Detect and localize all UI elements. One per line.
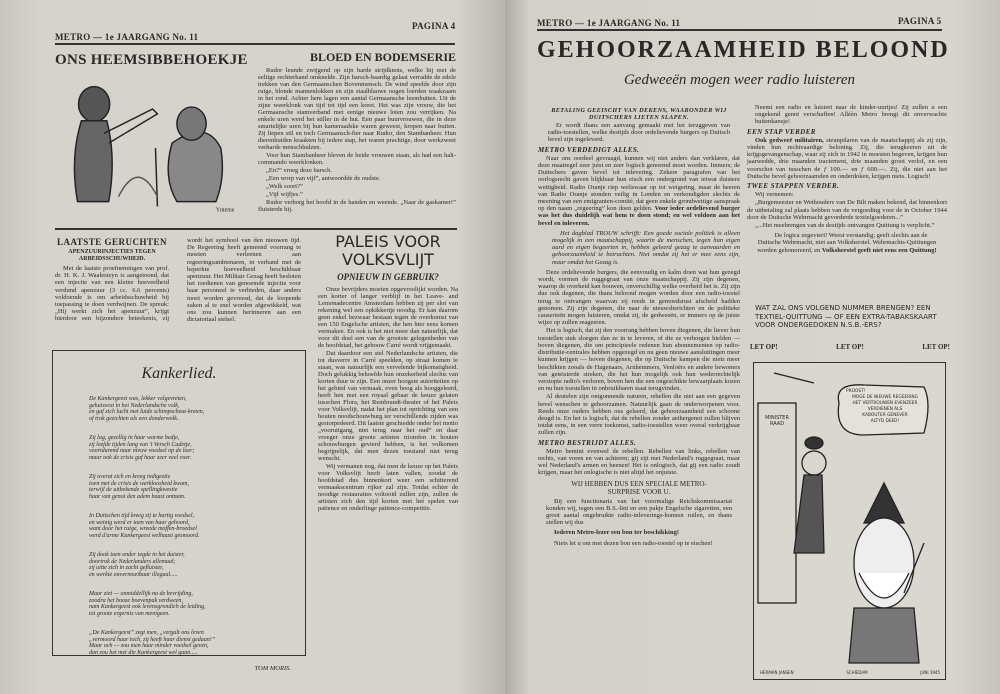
main-headline: GEHOORZAAMHEID BELOOND xyxy=(537,37,950,63)
page-number: PAGINA 4 xyxy=(412,21,456,31)
sub-headline: Gedweeën mogen weer radio luisteren xyxy=(623,72,856,88)
section-heading: BETALING GEEISCHT VAN DEKENS, WAARONDER WIJ DUITSCHERS LIETEN SLAPEN. xyxy=(551,107,727,121)
cartoon-date: JUNI 1945 xyxy=(920,670,940,675)
paragraph: Er wordt thans een aanvang gemaakt met het teruggeven van radio-toestellen, welke destijds door ordelievende burgers op Duitsch bevel zijn ingeleverd. xyxy=(548,122,730,144)
cartoon-credits xyxy=(760,670,940,675)
bloed-title: BLOED EN BODEMSERIE xyxy=(309,50,456,64)
paragraph: Naar ons oordeel gevraagd, kunnen wij niet anders dan verklaren, dat deze maatregel zeer juist en zeer logisch genoemd moet worden. Immers; de Duitschers gaven bevel tot inlevering. Zekere paragrafen van het oorlogsrecht gaven blijkbaar hun eisch een ondergrond van ietwat duistere wettigheid. Radio Oranje riep weliswaar op tot weigering, maar de heeren van Radio Oranje stonden veilig in Londen en verkondigden slechts de meening van een emigranten-comité, dat geen enkele grondwettige aanspraak op den naam „regeering” kon doen gelden. xyxy=(538,154,740,213)
paragraph: Deze ordelievende burgers, die eenvoudig en kalm doen wat hun gezegd wordt, vormen de ruggegraat van onze maatschappij. Zij zijn degenen, waarop de overheid kan bouwen, onverschillig welke overheid het is. Zij zijn dus ook degenen, die thans beloond mogen worden door een radio-toestel terug te ontvangen waarvan zij reeds in gemoedsrust afscheid hadden genomen. Zij zijn degenen, die naar de nieuwsberichten en de politieke causerieën mogen luisteren, omdat zij, de gedweeën, er immers op de juiste wijze op zullen reageeren. xyxy=(538,268,740,327)
cavemen-cartoon xyxy=(60,78,250,218)
bubble-line: KABOUTER GENEVER xyxy=(862,413,908,418)
let-op-row xyxy=(750,343,950,351)
kankerlied-title: Kankerlied. xyxy=(141,365,217,382)
kabouter-cartoon xyxy=(753,362,946,680)
paragraph: steunpilaren van de maatschappij als zij zijn, vinden hun rechtvaardige beloning. Zij, die terugkeeren uit de krijgsgevangenschap, waar zij zich in 1942 in moesten begeven, krijgen hun jaarwedde, drie maanden tractement, drie maanden groot verlof, en een voorschot van tusschen de ƒ 100.— en ƒ 600.—. Zij, die niet aan het Duitsche bevel gehoorzaamden en onderdoken, krijgen niets. Logisch! xyxy=(747,136,948,180)
let-op: LET OP! xyxy=(750,343,778,351)
paragraph: Het is logisch, dat zij den voorrang hebben boven diegenen, die liever hun toestellen stuk sloegen dan ze in te leveren, of die ze verborgen hielden — boven diegenen, die om principieele redenen hun abonnementen op radio-distributie-centrales hebben opgezegd en nu geen nieuwe aansluitingen meer kunnen krijgen — boven diegenen, die op Duitsche kampen die niets meer beschikten zooals de Hagenaars, Arnhemmers, Venloërs en andere bewoners van geteisterde streken, die het hun mogelijk ook hun wederrechtelijk verstopte radio's verloren, boven hen die een ongeschikte bewaarplaats kozen en nu hun toestellen in onbruikbaren staat terugvinden. xyxy=(538,327,740,393)
let-op: LET OP! xyxy=(922,343,950,351)
paragraph: Bij een functionaris van het voormalige Reichskommissariat konden wij, tegen een B.S.-lint en een pakje Engelsche sigaretten, een groot aantal ongebruikte radio-inleverings-bonnen ruilen, en thans stellen wij dus xyxy=(546,497,732,527)
paragraph: De logica zegeviert! Weest verstandig; geeft slechts aan de Duitsche Wehrmacht, niet aan Volksherstel. Wehrmachts-Quittungen worden gehonoreerd, en xyxy=(757,232,937,254)
stanza: „De Kankergeest” zegt men, „vergalt ons leven „vermoord haar toch, zij heeft haar dienst gedaan!” Maar och — zou men haar minder voedsel geven, dan zou het met die Kankergeest wel gaan..... xyxy=(89,629,216,657)
geruchten-title: LAATSTE GERUCHTEN xyxy=(56,237,168,247)
paragraph: Rudor verborg het hoofd in de handen en weende. „Naar de gaskamer!” fluisterde hij. xyxy=(258,199,456,213)
cartoon-mark: SCHIEDAM xyxy=(846,670,868,675)
door-sign: MINISTER RAAD xyxy=(765,415,789,427)
paragraph: „Een worp van vijf”, antwoordde de oudste. xyxy=(266,175,381,182)
bubble-line: VERDIENEN ALS xyxy=(867,407,903,412)
paragraph: Voor hun Stambanheer bleven de beide vrouwen staan, als had een halt-commando weerklonken. xyxy=(258,152,456,166)
section-heading: EEN STAP VERDER xyxy=(747,127,816,136)
stanza: In Duitschen tijd kreeg zij te hartig voedsel, en weinig werd er toen van haar gehoord, want door het ruige, wreede moffen-broedsel werd d'arme Kankergeest welhaast gesmoord. xyxy=(89,512,200,540)
paragraph: Onze bevrijders moeten opgevroolijkt worden. Na een korter of langer verblijf in het Leave- and Lemonadecentre Amsterdam hebben zij per slot van rekening wel een opkikkertje noodig. Er kan daarom geen enkel bezwaar bestaan tegen de overkomst van een 150 Engelsche artisten, die hen hier eens komen vermaken. En ook is het niet meer dan natuurlijk, dat voor dit doel een van de grootste gelegenheden van de hoofdstad, het gebouw Carré wordt vrijgemaakt. xyxy=(318,286,458,349)
let-op: LET OP! xyxy=(836,343,864,351)
paragraph: „Welk soort?” xyxy=(266,183,303,190)
paragraph: Niets let u om met dezen bon een radio-toestel op te eischen! xyxy=(554,539,713,547)
trouw-quote: Het dagblad TROUW schrijft: Een goede sociale politiek is alleen mogelijk in een maatschappij, waarin de menschen, tegen hun eigen aard en eigen begeerten in, hebben geleerd gezag te aanvaarden en gehoorzaamheid te betrachten. Niet omdat zij het er mee eens zijn, maar omdat het Gezag is. xyxy=(552,229,740,266)
paleis-article xyxy=(318,233,458,282)
header-rule xyxy=(55,43,455,45)
paragraph: „...Het meebrengen van de destijds ontvangen Quittung is verplicht.” xyxy=(755,222,935,230)
bold-text: Ook gedweeë militairen, xyxy=(755,136,824,144)
stanza: Zij lag, gezellig in haar warme bedje, zij leefde tijden lang van 't Versch Cadetje, voortdurend naar nieuw voedsel op de loer; maar ook de crisis gaf haar zeer veel voer. xyxy=(89,434,195,462)
paleis-title: PALEIS VOOR VOLKSVLIJT xyxy=(335,232,441,269)
stanza: De Kankergeest was, lekker volgevreten, gehuisvest in het Nederlandsche volk, en gaf zich lucht met luide schimpscheut-kreten, of trok gezichten als een donderwolk. xyxy=(89,395,205,423)
surprise-heading: WIJ HEBBEN DUS EEN SPECIALE METRO-SURPRISE VOOR U. xyxy=(571,479,707,496)
bold-text: Iederen Metro-lezer een bon ter beschikking! xyxy=(554,529,679,537)
paleis-subtitle: OPNIEUW IN GEBRUIK? xyxy=(337,272,439,282)
header-rule xyxy=(537,29,942,31)
paragraph: „Burgemeester en Wethouders van De Bilt maken bekend, dat binnenkort de uitbetaling zal plaats hebben van de vergoeding voor de in October 1944 door de Duitsche Wehrmacht gevorderde textielgoederen...” xyxy=(747,199,947,221)
section-rule xyxy=(55,228,457,230)
paragraph: Met de laatste proefnemingen van prof. dr. H. K. J. Waalesteyn is aangetoond, dat een injectie van een kleine hoeveelheid verdund apenzuur (3 cc. 6.6 percents) voldoende is om arbeidsschuwheid bij toepassing te doen verdwijnen. De spreuk: „Hij werkt zich het apenzuur”, krijgt hierdoor een bijzondere beteekenis, zij wordt het symbool van den nieuwen tijd. De Regeering heeft gemeend voorrang te moeten verleenen aan regeeringsambtenaren, in verband met de beperkte hoeveelheid beschikbaar apenzuur. Het Militair Gezag heeft besloten het toedienen van genoemde injectie voor haar personeel te verbieden, daar anders moet worden gevreesd, dat de loopende zaken al te snel worden afgewikkeld, wat ons zou kunnen herinneren aan een dictatoriaal stelsel. xyxy=(55,237,301,324)
kankerlied-box xyxy=(52,350,306,672)
bold-text: Volksherstel geeft niet eens een Quittung! xyxy=(821,246,937,254)
bubble-line: HET VERTROUWEN EVENZEER xyxy=(852,401,918,406)
stanza: Maar ziet — onmiddellijk na de bevrijding, zoodra het booze boevenpak verdween, nam Kankergeest ook levensgrondich de leiding, tot groote ergernis van menigeen. xyxy=(89,590,206,618)
stanza: Zij overat zich en kreeg indigestie toen met de crisis de werkloosheid kwam, terwijl de uitbekende spellingkwestie haar van genot den adem haast ontnam. xyxy=(89,473,189,501)
heem-title: ONS HEEMSIBBEHOEKJE xyxy=(55,52,248,68)
cartoon-signature: HERMAN JANSEN xyxy=(760,670,794,675)
paragraph: Wij vernemen: xyxy=(755,191,794,199)
paragraph: „Vijf wijfjes.” xyxy=(266,191,303,198)
section-heading: TWEE STAPPEN VERDER. xyxy=(747,182,840,191)
bubble-line: PROOST! xyxy=(846,389,866,394)
paragraph: Al deutelen zijn ontgonnende naturen, rebellen die niet aan een gegeven bevel wenschen te gehoorzamen. Natuurlijk gaan de onderworpenen voor. Reeds onze ouders hebben ons geleerd, dat gehoorzaamheid een schoone deugd is. En het is logisch, dat de rebellen zonder aethergenot zullen blijven totdat eens, in een verre toekomst, radio-toestellen weer overal verkrijgbaar zullen zijn. xyxy=(538,393,740,437)
paleis-text xyxy=(318,286,458,513)
paragraph: Wij vermanen nog, dat men de keuze op het Paleis voor Volksvlijt heeft laten vallen, zoodat de hoofdstad dus binnenkort weer een schitterend vermaakscentrum rijker zal zijn. Totdat echter de noodige restauraties voltooid zullen zijn, zullen de artisten zich den tijd korten met het spelen van patience en onderlinge patience-competitie. xyxy=(318,463,458,512)
bubble-line: ALTYD DEED! xyxy=(870,419,900,424)
section-heading: METRO BESTRIJDT ALLES. xyxy=(538,438,637,447)
page-number: PAGINA 5 xyxy=(898,16,942,26)
section-heading: METRO VERDEDIGT ALLES. xyxy=(538,145,640,154)
bold-text: Voor ieder ordelievend burger was het dus duidelijk wat hem te doen stond; en wel voldoen aan het bevel en inleveren. xyxy=(538,205,741,227)
poem-author: TOM MORIS. xyxy=(254,664,291,672)
next-issue-teaser: WAT ZAL ONS VOLGEND NUMMER BRENGEN? EEN TEXTIEL-QUITTUNG — OF EEN EXTRA-TABAKSKAART VOOR ONDERGEDOKEN N.S.B.-ERS? xyxy=(755,304,937,329)
geruchten-article xyxy=(55,237,301,324)
masthead: METRO — 1e JAARGANG No. 11 xyxy=(55,32,199,42)
bloed-article xyxy=(258,50,456,214)
poem xyxy=(53,383,305,679)
paragraph: „En?” vroeg deze barsch. xyxy=(266,167,333,174)
speech-bubble xyxy=(846,389,924,425)
paragraph: Rudor leunde zwijgend op zijn harde strijdknots, welke hij met de eeltige rechterhand omknelde. Zijn barsch-baardig gelaat verradde de edele trekken van den Germaanschen Bovenmensch. De wind speelde door zijn ruige, blonde mannenlokken en zijn staalblauwe oogen loerden waakzaam in het rond. Achter hem lagen een aantal Germaansche leemhutten. Uit de zijne weerklonk van tijd tot tijd een kreet. Het was zijn vrouw, die het Germaansche stamverband met eenige nieuwe loten zou verrijken. Na enkele uren werd het stiller in de hut. Een paar buurvrouwen, die in deze smartelijke uren bij hun kameraadske waren geweest, kropen naar buiten. Zij liepen stil en toch Germaansch-fier naar Rudor, den Stambanheer. Hun dierenhuiden kraakten bij iedere stap, het waren prachtige, door werkzweet verharde menschhulzen. xyxy=(258,67,456,151)
right-column xyxy=(747,104,947,257)
cartoon-signature: Ynteme xyxy=(215,207,235,214)
stanza: Zij dook toen onder tegde in het duister, doortrok de Nederlanders allemaal; zij uitte zich in zacht gefluister, en werkte onvermoeibaar illegaal..... xyxy=(89,551,185,579)
geruchten-subtitle: APENZUURINJECTIES TEGEN ARBEIDSSCHUWHEID. xyxy=(68,249,156,262)
masthead: METRO — 1e JAARGANG No. 11 xyxy=(537,18,681,28)
paragraph: Dat daardoor een stel Nederlandsche artisten, die tot dusverre in Carré speelden, op straat komen te staan, was natuurlijk een vervelende bijkomstigheid. Doch gelukkig behoefde hun onzekerheid slechts van korten duur te zijn. Een onzer hoogste autoriteiten op het gebied van vermaak, even hoog als hooggeleerd, heeft hen met een royaal gebaar de keuze gelaten tusschen Flora, het Rembrandt-theater of het Paleis voor Volksvlijt, nadat het plan tot oprichting van een houten noodschouwburg ter verschillende zijden was gestorpedeerd. Dit laatste geschiedde onder het motto „vooruitgang, niet terug naar het oud” en daar vroeger onze groote artisten triomfen in houten schouwburgen gevierd hebben, is het volkomen begrijpelijk, dat men dezen toestand niet terug wenscht. xyxy=(318,350,458,462)
left-column xyxy=(538,104,740,548)
bubble-line: MOGE DE NIEUWE REGEERING xyxy=(852,395,918,400)
paragraph: Neemt een radio en luistert naar de kinder-uurtjes! Zij zullen u een ongekend genot verschaffen! Alléén Metro brengt dit onverwachte buitenkansje! xyxy=(755,104,947,126)
paragraph: Metro bemint evenwel de rebellen. Rebellen van links, rebellen van rechts, van voren en van achteren; gij zijt met Nederland's ruggegraat, maar wel Nederland's armen en beenen! Het is onlogisch, dat gij een radio zoudt krijgen, maar het onlogische is niet altijd het onjuiste. xyxy=(538,447,740,477)
right-page xyxy=(505,0,1000,694)
